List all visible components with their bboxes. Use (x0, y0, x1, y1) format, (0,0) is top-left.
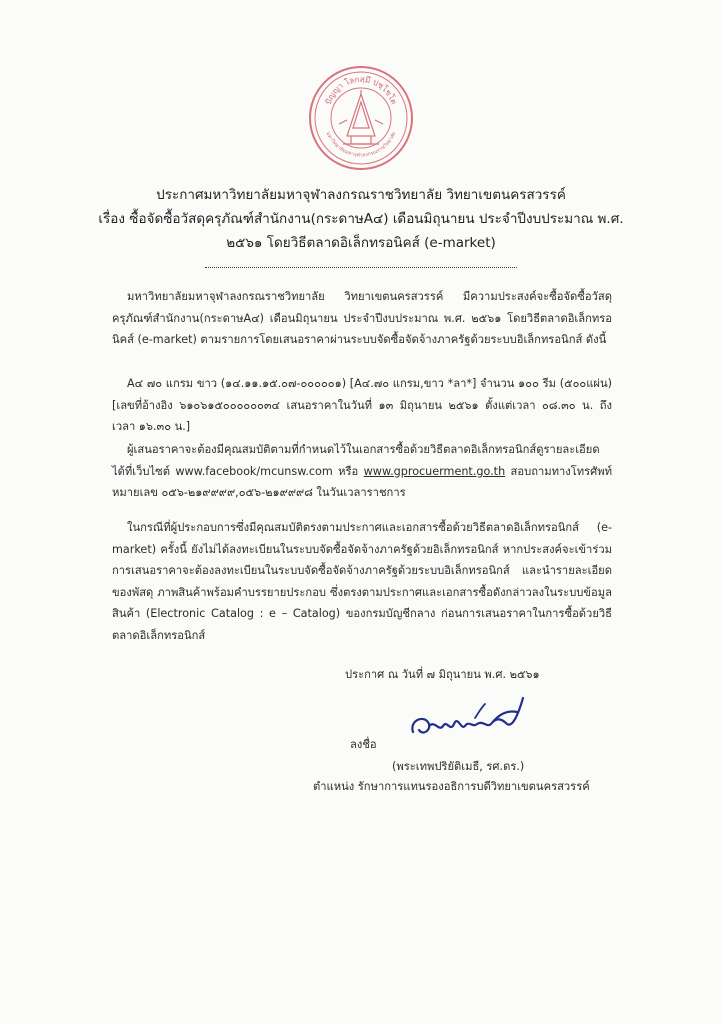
svg-text:มหาวิทยาลัยมหาจุฬาลงกรณราชวิทย (325, 131, 398, 158)
procurement-link[interactable]: www.gprocuerment.go.th (363, 464, 506, 478)
signer-name: (พระเทพปริยัติเมธี, รศ.ดร.) (392, 760, 525, 773)
announcement-title-line3: ๒๕๖๑ โดยวิธีตลาดอิเล็กทรอนิคส์ (e-market) (226, 235, 496, 251)
seal-name: มหาวิทยาลัยมหาจุฬาลงกรณราชวิทยาลัย (324, 131, 398, 159)
signature (395, 690, 540, 750)
paragraph-4: ในกรณีที่ผู้ประกอบการซึ่งมีคุณสมบัติตรงตามประกาศและเอกสารซื้อด้วยวิธีตลาดอิเล็กทรอนิกส์ (e-market) ครั้งนี้ ยังไม่ได้ลงทะเบียนในระบบจัดซื้อจัดจ้างภาครัฐด้วยอิเล็กทรอนิกส์ หากประสงค์จะเข้าร่วมการเสนอราคาจะต้องลงทะเบียนในระบบจัดซื้อจัดจ้างภาครัฐด้วยระบบอิเล็กทรอนิกส์ และนำรายละเอียดของพัสดุ ภาพสินค้าพร้อมคำบรรยายประกอบ ซึ่งตรงตามประกาศและเอกสารซื้อดังกล่าวลงในระบบข้อมูลสินค้า (Electronic Catalog : e – Catalog) ของกรมบัญชีกลาง ก่อนการเสนอราคาในการซื้อด้วยวิธีตลาดอิเล็กทรอนิกส์ (112, 521, 612, 642)
university-seal (307, 64, 415, 172)
paragraph-2: A๔ ๗๐ แกรม ขาว (๑๔.๑๑.๑๕.๐๗-๐๐๐๐๐๑) [A๔.๗๐ แกรม,ขาว *ลา*] จำนวน ๑๐๐ รีม (๕๐๐แผ่น) [เลขที่อ้างอิง ๖๑๐๖๑๕๐๐๐๐๐๐๓๔ เสนอราคาในวันที่ ๑๓ มิถุนายน ๒๕๖๑ ตั้งแต่เวลา ๐๘.๓๐ น. ถึง เวลา ๑๖.๓๐ น.] (112, 377, 612, 434)
announcement-title-line2: เรื่อง ซื้อจัดซื้อวัสดุครุภัณฑ์สำนักงาน(กระดาษA๔) เดือนมิถุนายน ประจำปีงบประมาณ พ.ศ. (98, 211, 624, 227)
seal-emblem-icon (339, 90, 383, 144)
dotted-divider (205, 267, 517, 268)
signer-position: ตำแหน่ง รักษาการแทนรองอธิการบดีวิทยาเขตนครสวรรค์ (313, 780, 590, 793)
announcement-date: ประกาศ ณ วันที่ ๗ มิถุนายน พ.ศ. ๒๕๖๑ (345, 668, 540, 681)
announcement-title-line1: ประกาศมหาวิทยาลัยมหาจุฬาลงกรณราชวิทยาลัย วิทยาเขตนครสวรรค์ (156, 187, 566, 203)
sign-label: ลงชื่อ (350, 738, 377, 751)
paragraph-3: ผู้เสนอราคาจะต้องมีคุณสมบัติตามที่กำหนดไว้ในเอกสารซื้อด้วยวิธีตลาดอิเล็กทรอนิกส์ดูรายละเอียดได้ที่เว็บไซต์ www.facebook/mcunsw.com หรือ www.gprocuerment.go.th สอบถามทางโทรศัพท์หมายเลข ๐๕๖-๒๑๙๙๙๙,๐๕๖-๒๑๙๙๙๘ ในวันเวลาราชการ (112, 443, 612, 500)
seal-motto: ปัญญา โลกสฺมึ ปชฺโชโต (323, 74, 399, 106)
paragraph-1: มหาวิทยาลัยมหาจุฬาลงกรณราชวิทยาลัย วิทยาเขตนครสวรรค์ มีความประสงค์จะซื้อจัดซื้อวัสดุครุภัณฑ์สำนักงาน(กระดาษA๔) เดือนมิถุนายน ประจำปีงบประมาณ พ.ศ. ๒๕๖๑ โดยวิธีตลาดอิเล็กทรอนิคส์ (e-market) ตามรายการโดยเสนอราคาผ่านระบบจัดซื้อจัดจ้างภาครัฐด้วยระบบอิเล็กทรอนิกส์ ดังนี้ (112, 290, 612, 347)
